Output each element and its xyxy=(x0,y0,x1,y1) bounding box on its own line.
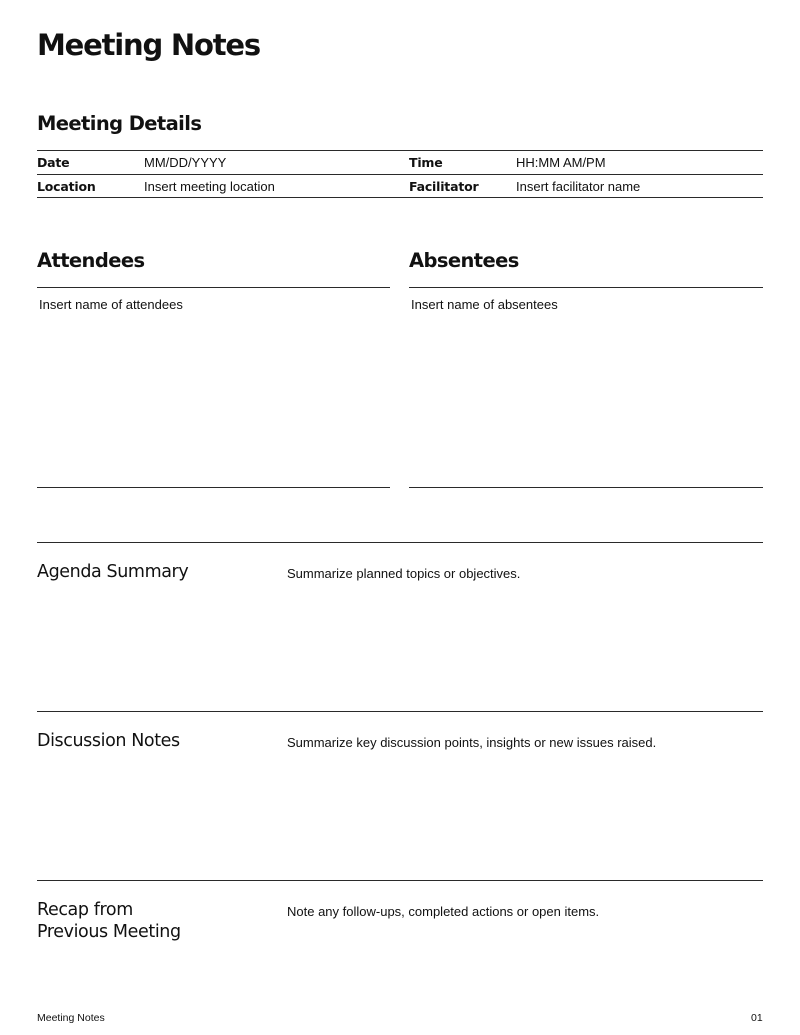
absentees-input[interactable]: Insert name of absentees xyxy=(411,297,558,312)
time-label: Time xyxy=(409,155,443,170)
date-label: Date xyxy=(37,155,70,170)
footer-label: Meeting Notes xyxy=(37,1012,105,1024)
agenda-summary-input[interactable]: Summarize planned topics or objectives. xyxy=(287,566,521,581)
recap-title: Recap from Previous Meeting xyxy=(37,900,181,942)
meeting-details-heading: Meeting Details xyxy=(37,112,202,135)
details-row-location-facilitator xyxy=(37,174,763,198)
discussion-notes-title: Discussion Notes xyxy=(37,731,180,751)
location-label: Location xyxy=(37,179,96,194)
discussion-notes-input[interactable]: Summarize key discussion points, insights or new issues raised. xyxy=(287,735,657,750)
attendees-input[interactable]: Insert name of attendees xyxy=(39,297,183,312)
attendees-heading: Attendees xyxy=(37,249,145,272)
absentees-top-divider xyxy=(409,287,763,288)
time-value[interactable]: HH:MM AM/PM xyxy=(516,155,606,170)
facilitator-label: Facilitator xyxy=(409,179,479,194)
attendees-top-divider xyxy=(37,287,390,288)
recap-input[interactable]: Note any follow-ups, completed actions or open items. xyxy=(287,904,600,919)
recap-divider xyxy=(37,880,763,881)
agenda-divider xyxy=(37,542,763,543)
agenda-summary-title: Agenda Summary xyxy=(37,562,189,582)
absentees-heading: Absentees xyxy=(409,249,519,272)
attendees-bottom-divider xyxy=(37,487,390,488)
discussion-divider xyxy=(37,711,763,712)
facilitator-value[interactable]: Insert facilitator name xyxy=(516,179,641,194)
page-number: 01 xyxy=(751,1012,763,1024)
date-value[interactable]: MM/DD/YYYY xyxy=(144,155,227,170)
location-value[interactable]: Insert meeting location xyxy=(144,179,275,194)
details-row-date-time xyxy=(37,150,763,174)
meeting-details-table xyxy=(37,150,763,198)
absentees-bottom-divider xyxy=(409,487,763,488)
page-title: Meeting Notes xyxy=(37,28,260,62)
